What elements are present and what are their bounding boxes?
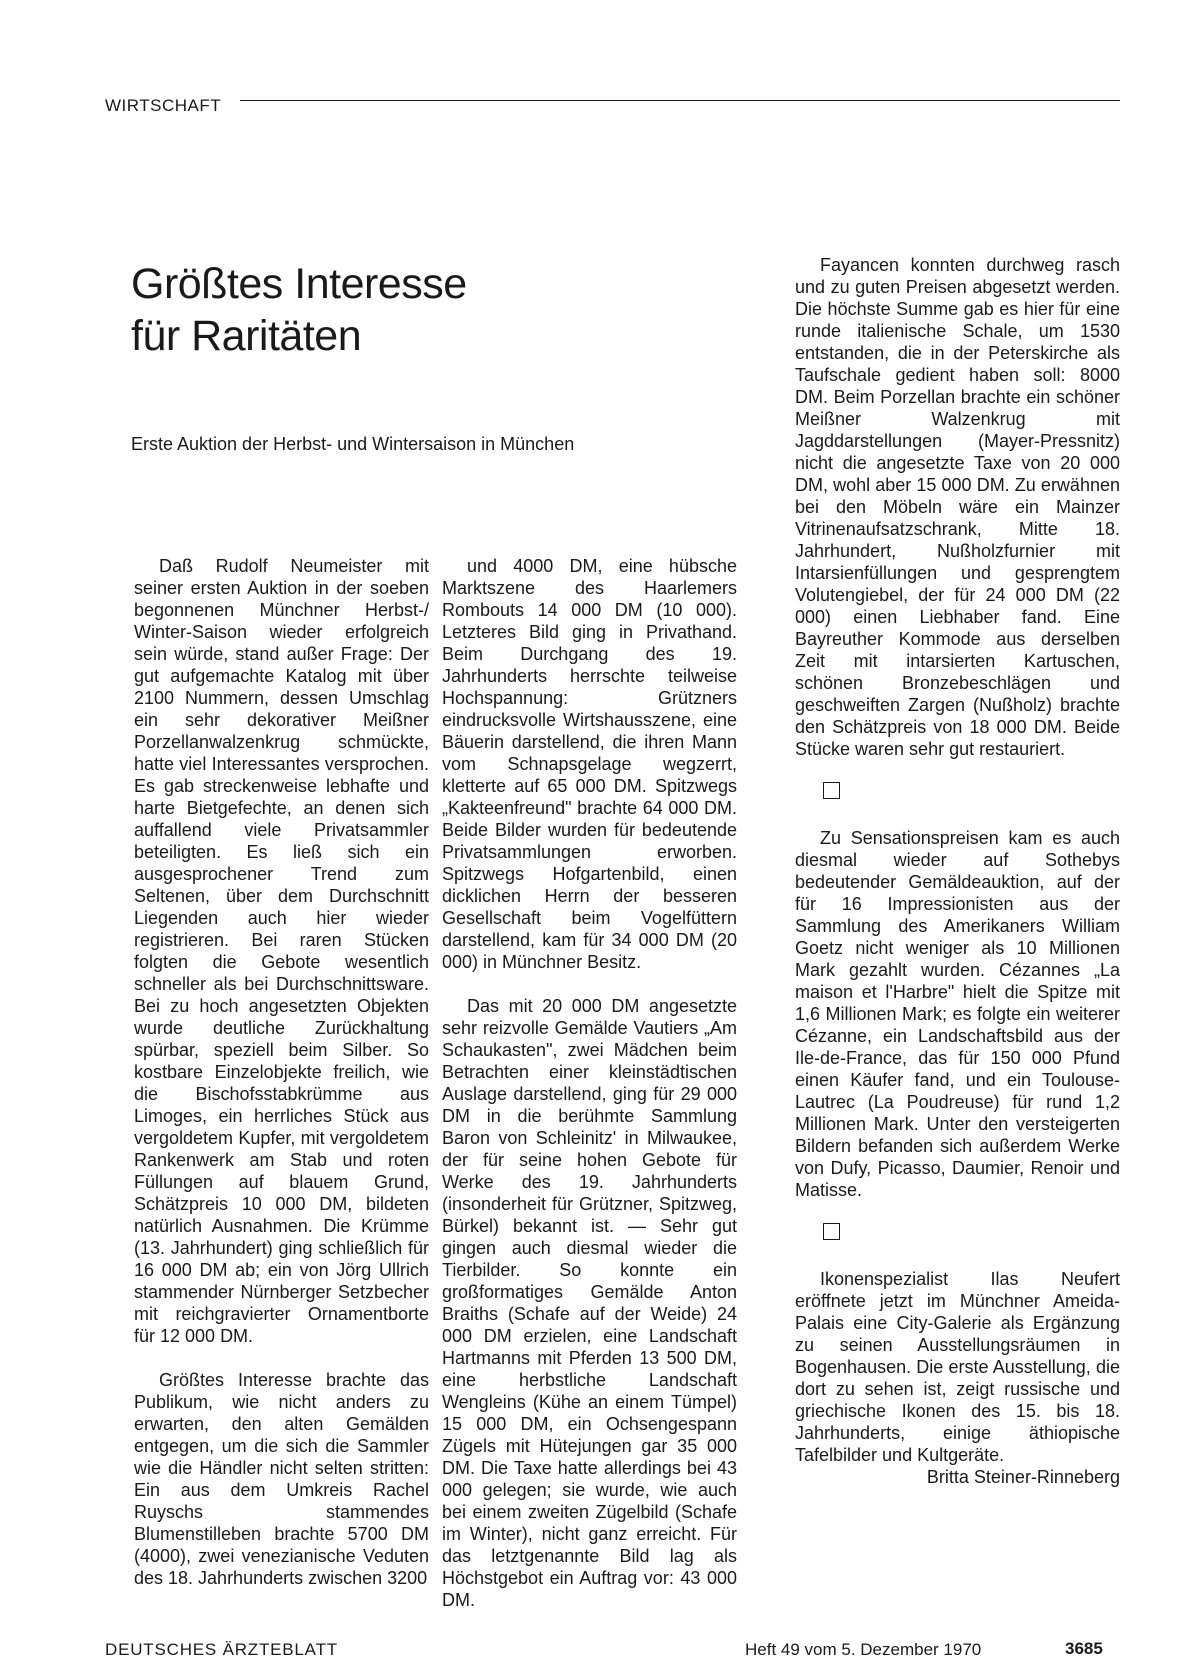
article-title — [131, 258, 691, 362]
section-separator-box — [823, 782, 840, 799]
section-rule — [240, 100, 1120, 101]
article-title-line-2: für Raritäten — [131, 312, 362, 360]
section-separator-box — [823, 1223, 840, 1240]
text-column-1 — [134, 555, 429, 1589]
paragraph: Ikonenspezialist Ilas Neufert eröffnete jetzt im Münchner Ameida-Palais eine City-Galerie als Ergänzung zu seinen Ausstellungsräumen in Bogenhausen. Die erste Ausstellung, die dort zu sehen ist, zeigt russische und griechische Ikonen des 15. bis 18. Jahrhunderts, einige äthiopische Tafelbilder und Kultgeräte. — [795, 1269, 1120, 1465]
paragraph: und 4000 DM, eine hübsche Marktszene des Haarlemers Rombouts 14 000 DM (10 000). Letzteres Bild ging in Privathand. Beim Durchgang des 19. Jahrhunderts herrschte teilweise Hochspannung: Grützners eindrucksvolle Wirtshausszene, eine Bäuerin darstellend, die ihren Mann vom Schnapsgelage wegzerrt, kletterte auf 65 000 DM. Spitzwegs „Kakteenfreund" brachte 64 000 DM. Beide Bilder wurden für bedeutende Privatsammlungen erworben. Spitzwegs Hofgartenbild, einen dicklichen Herrn der besseren Gesellschaft beim Vogelfüttern darstellend, kam für 34 000 DM (20 000) in Münchner Besitz. — [442, 556, 737, 972]
paragraph: Fayancen konnten durchweg rasch und zu guten Preisen abgesetzt werden. Die höchste Summe gab es hier für eine runde italienische Schale, um 1530 entstanden, die in der Peterskirche als Taufschale gedient haben soll: 8000 DM. Beim Porzellan brachte ein schöner Meißner Walzenkrug mit Jagddarstellungen (Mayer-Pressnitz) nicht die angesetzte Taxe von 20 000 DM, wohl aber 15 000 DM. Zu erwähnen bei den Möbeln wäre ein Mainzer Vitrinenaufsatzschrank, Mitte 18. Jahrhundert, Nußholzfurnier mit Intarsienfüllungen und gesprengtem Volutengiebel, der für 24 000 DM (22 000) einen Liebhaber fand. Eine Bayreuther Kommode aus derselben Zeit mit intarsierten Kartuschen, schönen Bronzebeschlägen und geschweiften Zargen (Nußholz) brachte den Schätzpreis von 18 000 DM. Beide Stücke waren sehr gut restauriert. — [795, 255, 1120, 759]
text-column-2 — [442, 555, 737, 1611]
paragraph: Das mit 20 000 DM angesetzte sehr reizvolle Gemälde Vautiers „Am Schaukasten", zwei Mädchen beim Betrachten einer kleinstädtischen Auslage darstellend, ging für 29 000 DM in die berühmte Sammlung Baron von Schleinitz' in Milwaukee, der für seine hohen Gebote für Werke des 19. Jahrhunderts (insonderheit für Grützner, Spitzweg, Bürkel) bekannt ist. — Sehr gut gingen auch diesmal wieder die Tierbilder. So konnte ein großformatiges Gemälde Anton Braiths (Schafe auf der Weide) 24 000 DM erzielen, eine Landschaft Hartmanns mit Pferden 13 500 DM, eine herbstliche Landschaft Wengleins (Kühe an einem Tümpel) 15 000 DM, ein Ochsengespann Zügels mit Hütejungen gar 35 000 DM. Die Taxe hatte allerdings bei 43 000 gelegen; sie wurde, wie auch bei einem zweiten Zügelbild (Schafe im Winter), nicht ganz erreicht. Für das letztgenannte Bild lag als Höchstgebot ein Auftrag vor: 43 000 DM. — [442, 996, 737, 1610]
footer-page-number: 3685 — [1065, 1639, 1103, 1658]
paragraph-with-signature — [795, 1268, 1120, 1487]
footer-issue: Heft 49 vom 5. Dezember 1970 — [745, 1640, 982, 1659]
author-signature: Britta Steiner-Rinneberg — [926, 1467, 1120, 1487]
paragraph: Zu Sensationspreisen kam es auch diesmal wieder auf Sothebys bedeutender Gemäldeauktion, auf der für 16 Impressionisten aus der Sammlung des Amerikaners William Goetz nicht weniger als 10 Millionen Mark gezahlt wurden. Cézannes „La maison et l'Harbre" hielt die Spitze mit 1,6 Millionen Mark; es folgte ein weiterer Cézanne, ein Landschaftsbild aus der Ile-de-France, das für 150 000 Pfund einen Käufer fand, und ein Toulouse-Lautrec (La Poudreuse) für rund 1,2 Millionen Mark. Unter den versteigerten Bildern befanden sich außerdem Werke von Dufy, Picasso, Daumier, Renoir und Matisse. — [795, 828, 1120, 1200]
section-label: WIRTSCHAFT — [105, 96, 222, 115]
paragraph: Daß Rudolf Neumeister mit seiner ersten Auktion in der soeben begonnenen Münchner Herbst-/ Winter-Saison wieder erfolgreich sein würde, stand außer Frage: Der gut aufgemachte Katalog mit über 2100 Nummern, dessen Umschlag ein sehr dekorativer Meißner Porzellanwalzenkrug schmückte, hatte viel Interessantes versprochen. Es gab streckenweise lebhafte und harte Bietgefechte, an denen sich auffallend viele Privatsammler beteiligten. Es ließ sich ein ausgesprochener Trend zum Seltenen, über dem Durchschnitt Liegenden auch hier wieder registrieren. Bei raren Stücken folgten die Gebote wesentlich schneller als bei Durchschnittsware. Bei zu hoch angesetzten Objekten wurde deutliche Zurückhaltung spürbar, speziell beim Silber. So kostbare Einzelobjekte freilich, wie die Bischofsstabkrümme aus Limoges, ein herrliches Stück aus vergoldetem Kupfer, mit vergoldetem Rankenwerk am Stab und roten Füllungen auf blauem Grund, Schätzpreis 10 000 DM, bildeten natürlich Ausnahmen. Die Krümme (13. Jahrhundert) ging schließlich für 16 000 DM ab; ein von Jörg Ullrich stammender Nürnberger Setzbecher mit reichgravierter Ornamentborte für 12 000 DM. — [134, 556, 429, 1346]
article-title-line-1: Größtes Interesse — [131, 260, 467, 308]
text-column-3 — [795, 254, 1120, 1488]
article-subtitle: Erste Auktion der Herbst- und Wintersaison in München — [131, 434, 575, 454]
paragraph: Größtes Interesse brachte das Publikum, wie nicht anders zu erwarten, den alten Gemälden entgegen, um die sich die Sammler wie die Händler nicht selten stritten: Ein aus dem Umkreis Rachel Ruyschs stammendes Blumenstilleben brachte 5700 DM (4000), zwei venezianische Veduten des 18. Jahrhunderts zwischen 3200 — [134, 1370, 429, 1588]
footer-journal-name: DEUTSCHES ÄRZTEBLATT — [105, 1640, 338, 1659]
